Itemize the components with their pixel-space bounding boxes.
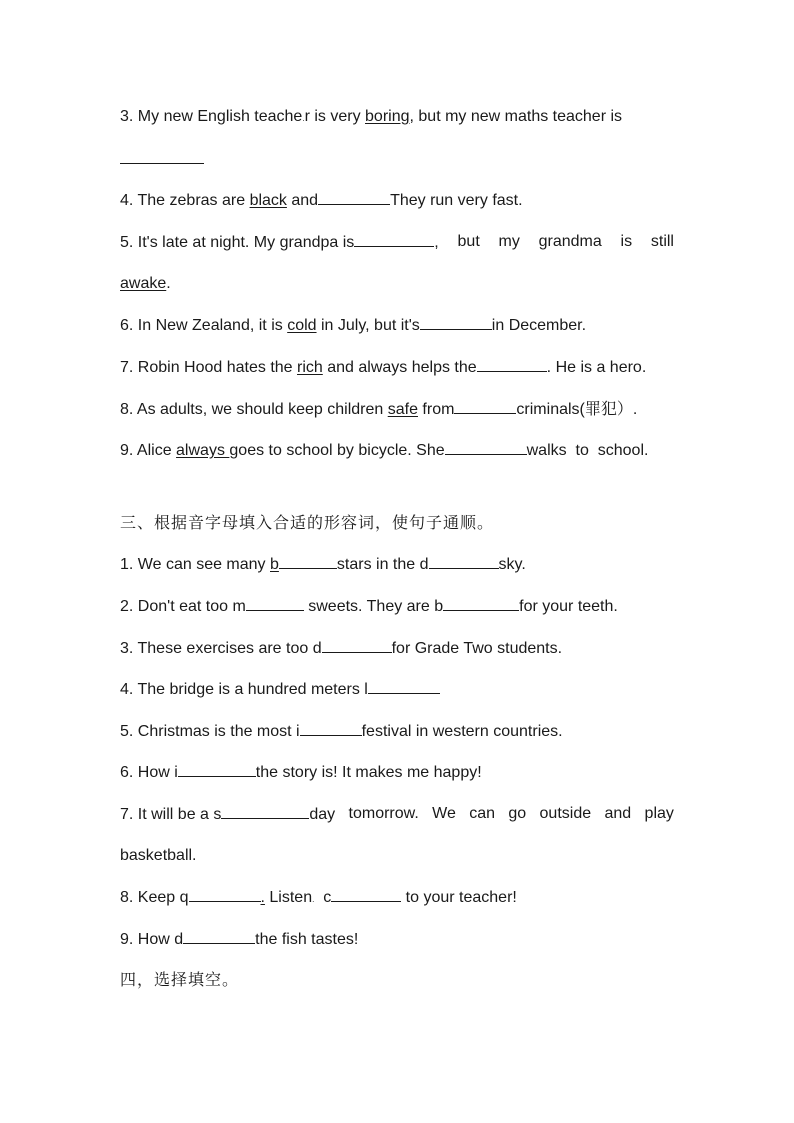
item-text: sweets. They are b — [303, 598, 444, 615]
answer-blank[interactable] — [445, 439, 527, 455]
answer-blank[interactable] — [368, 678, 440, 694]
underlined-word: black — [249, 192, 287, 209]
underlined-word: rich — [297, 359, 323, 376]
item-text: in December. — [491, 317, 587, 334]
item-text: 1. We can see many — [120, 556, 270, 573]
exercise-3-item-7-cont — [120, 845, 674, 867]
underlined-word: cold — [287, 317, 317, 334]
item-text: , but my new maths teacher is — [409, 108, 623, 125]
item-word: grandma — [538, 233, 602, 250]
item-text: 3. My new English teache — [120, 108, 303, 125]
answer-blank[interactable] — [331, 886, 401, 902]
item-text: , — [434, 234, 439, 251]
exercise-3-item-2 — [120, 595, 674, 618]
item-text: 6. In New Zealand, it is — [120, 317, 288, 334]
answer-blank-line — [120, 148, 674, 171]
item-text: r is very — [304, 108, 366, 125]
item-word: and — [604, 805, 632, 822]
answer-blank[interactable] — [221, 803, 309, 819]
item-text: . He is a hero. — [546, 359, 647, 376]
underlined-word: always — [176, 442, 230, 459]
underlined-word: awake — [120, 275, 167, 292]
answer-blank[interactable] — [246, 595, 304, 611]
item-text: 8. As adults, we should keep children — [120, 401, 388, 418]
item-text: 4. The bridge is a hundred meters l — [120, 681, 368, 698]
exercise-3-item-9 — [120, 928, 674, 951]
item-text: 5. It's late at night. My grandpa is — [120, 234, 355, 251]
item-text: walks to school. — [526, 442, 649, 459]
exercise-2-item-5-cont — [120, 273, 674, 295]
item-text: 2. Don't eat too m — [120, 598, 246, 615]
answer-blank[interactable] — [120, 148, 204, 164]
exercise-3-item-4 — [120, 678, 674, 701]
item-text: 4. The zebras are — [120, 192, 250, 209]
exercise-2-item-6 — [120, 314, 674, 337]
item-text: 9. How d — [120, 931, 184, 948]
answer-blank[interactable] — [183, 928, 255, 944]
item-text: 6. How i — [120, 764, 178, 781]
answer-blank[interactable] — [477, 356, 547, 372]
item-word: is — [620, 233, 633, 250]
item-text: criminals(罪犯）. — [516, 401, 638, 418]
item-text: festival in western countries. — [361, 723, 563, 740]
item-word: We — [432, 805, 456, 822]
answer-blank[interactable] — [279, 553, 337, 569]
exercise-3-item-6 — [120, 761, 674, 784]
item-text: They run very fast. — [390, 192, 523, 209]
item-text: sky. — [498, 556, 526, 573]
item-text: . — [166, 275, 171, 292]
answer-blank[interactable] — [454, 398, 516, 414]
item-text: 7. Robin Hood hates the — [120, 359, 298, 376]
item-text: 3. These exercises are too d — [120, 640, 322, 657]
answer-blank[interactable] — [318, 189, 390, 205]
exercise-2-item-5 — [120, 231, 674, 254]
underlined-letter: b — [270, 556, 279, 573]
stray-dot: . — [302, 114, 305, 123]
item-text: c — [314, 889, 332, 906]
underlined-word: safe — [387, 401, 418, 418]
item-text: and — [286, 192, 319, 209]
item-text: from — [417, 401, 455, 418]
item-text: and always helps the — [322, 359, 477, 376]
item-text: the story is! It makes me happy! — [255, 764, 482, 781]
item-word: can — [469, 805, 496, 822]
underlined-word: boring — [365, 108, 410, 125]
item-text: goes to school by bicycle. She — [229, 442, 445, 459]
exercise-3-item-8 — [120, 886, 674, 911]
item-text: basketball. — [120, 847, 197, 864]
exercise-3-item-5 — [120, 720, 674, 743]
answer-blank[interactable] — [178, 761, 256, 777]
item-word: play — [644, 805, 674, 822]
exercise-3-item-1 — [120, 553, 674, 576]
section-3-heading: 三、根据音字母填入合适的形容词，使句子通顺。 — [120, 513, 495, 532]
item-word: go — [508, 805, 527, 822]
item-text: in July, but it's — [316, 317, 420, 334]
item-text: for Grade Two students. — [391, 640, 563, 657]
item-text: 7. It will be a s — [120, 806, 222, 823]
answer-blank[interactable] — [429, 553, 499, 569]
section-4-heading: 四，选择填空。 — [120, 970, 240, 989]
item-text: the fish tastes! — [255, 931, 359, 948]
item-word: but — [457, 233, 480, 250]
item-word: still — [650, 233, 674, 250]
item-text: to your teacher! — [401, 889, 517, 906]
item-text: 5. Christmas is the most i — [120, 723, 300, 740]
item-text: Listen — [264, 889, 313, 906]
answer-blank[interactable] — [322, 637, 392, 653]
exercise-2-item-7 — [120, 356, 674, 379]
underlined-dot: . — [260, 889, 265, 906]
exercise-2-item-9 — [120, 439, 674, 462]
item-text: for your teeth. — [519, 598, 618, 615]
stray-dot: . — [312, 895, 315, 904]
item-text: 9. Alice — [120, 442, 177, 459]
answer-blank[interactable] — [420, 314, 492, 330]
exercise-2-item-4 — [120, 189, 674, 212]
exercise-3-item-3 — [120, 637, 674, 660]
item-text: stars in the d — [336, 556, 429, 573]
exercise-3-item-7 — [120, 803, 674, 826]
answer-blank[interactable] — [443, 595, 519, 611]
item-word: outside — [539, 805, 592, 822]
answer-blank[interactable] — [300, 720, 362, 736]
item-word: day — [309, 806, 336, 823]
exercise-2-item-8 — [120, 398, 674, 421]
item-word: tomorrow. — [348, 805, 419, 822]
exercise-2-item-3 — [120, 106, 674, 130]
answer-blank[interactable] — [354, 231, 434, 247]
answer-blank[interactable] — [189, 886, 261, 902]
item-word: my — [498, 233, 520, 250]
item-text: 8. Keep q — [120, 889, 189, 906]
